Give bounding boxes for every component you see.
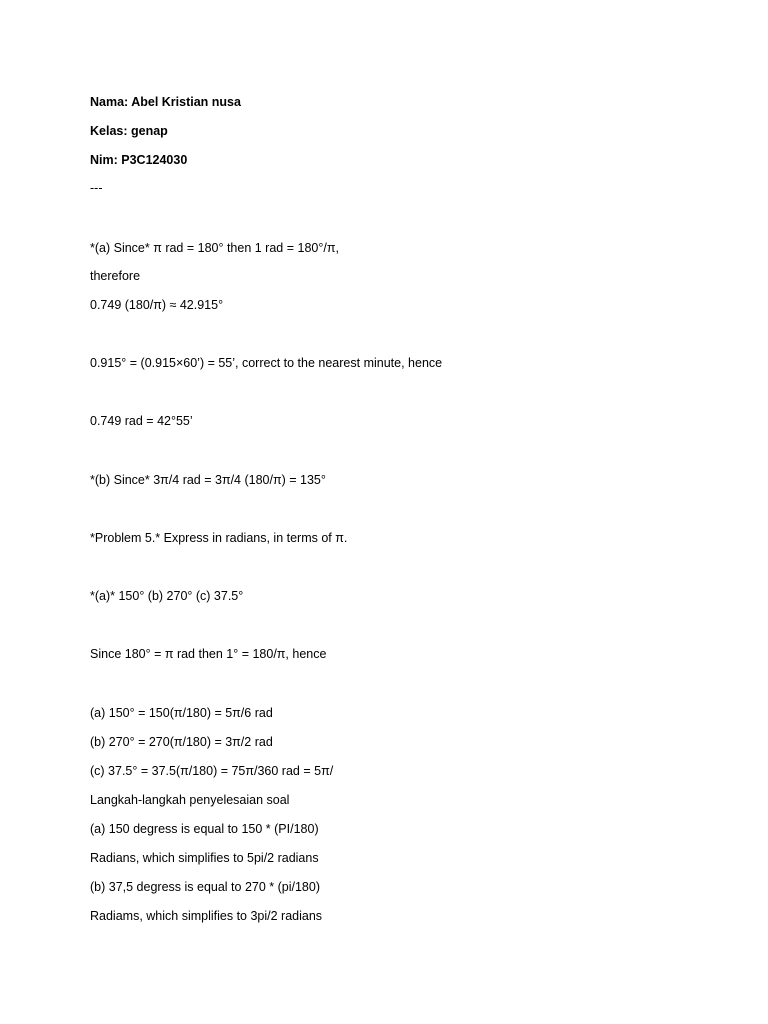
text-line-13: Langkah-langkah penyelesaian soal xyxy=(90,793,290,807)
text-line-2: therefore xyxy=(90,269,141,283)
text-line-7: *Problem 5.* Express in radians, in terms of π. xyxy=(90,531,348,545)
text-line-15: Radians, which simplifies to 5pi/2 radians xyxy=(90,851,319,865)
text-line-9: Since 180° = π rad then 1° = 180/π, hence xyxy=(90,647,327,661)
separator-text: --- xyxy=(90,181,103,195)
text-line-12: (c) 37.5° = 37.5(π/180) = 75π/360 rad = 5π/ xyxy=(90,764,334,778)
student-nim: Nim: P3C124030 xyxy=(90,153,188,167)
text-line-11: (b) 270° = 270(π/180) = 3π/2 rad xyxy=(90,735,273,749)
text-line-3: 0.749 (180/π) ≈ 42.915° xyxy=(90,298,224,312)
text-line-10: (a) 150° = 150(π/180) = 5π/6 rad xyxy=(90,706,273,720)
text-line-4: 0.915° = (0.915×60’) = 55’, correct to the nearest minute, hence xyxy=(90,356,443,370)
text-line-17: Radiams, which simplifies to 3pi/2 radians xyxy=(90,909,323,923)
text-line-14: (a) 150 degress is equal to 150 * (PI/180) xyxy=(90,822,319,836)
text-line-1: *(a) Since* π rad = 180° then 1 rad = 180°/π, xyxy=(90,241,339,255)
text-line-5: 0.749 rad = 42°55’ xyxy=(90,414,193,428)
student-class: Kelas: genap xyxy=(90,124,168,138)
text-line-6: *(b) Since* 3π/4 rad = 3π/4 (180/π) = 135° xyxy=(90,473,326,487)
text-line-16: (b) 37,5 degress is equal to 270 * (pi/180) xyxy=(90,880,320,894)
text-line-8: *(a)* 150° (b) 270° (c) 37.5° xyxy=(90,589,244,603)
student-name: Nama: Abel Kristian nusa xyxy=(90,95,241,109)
